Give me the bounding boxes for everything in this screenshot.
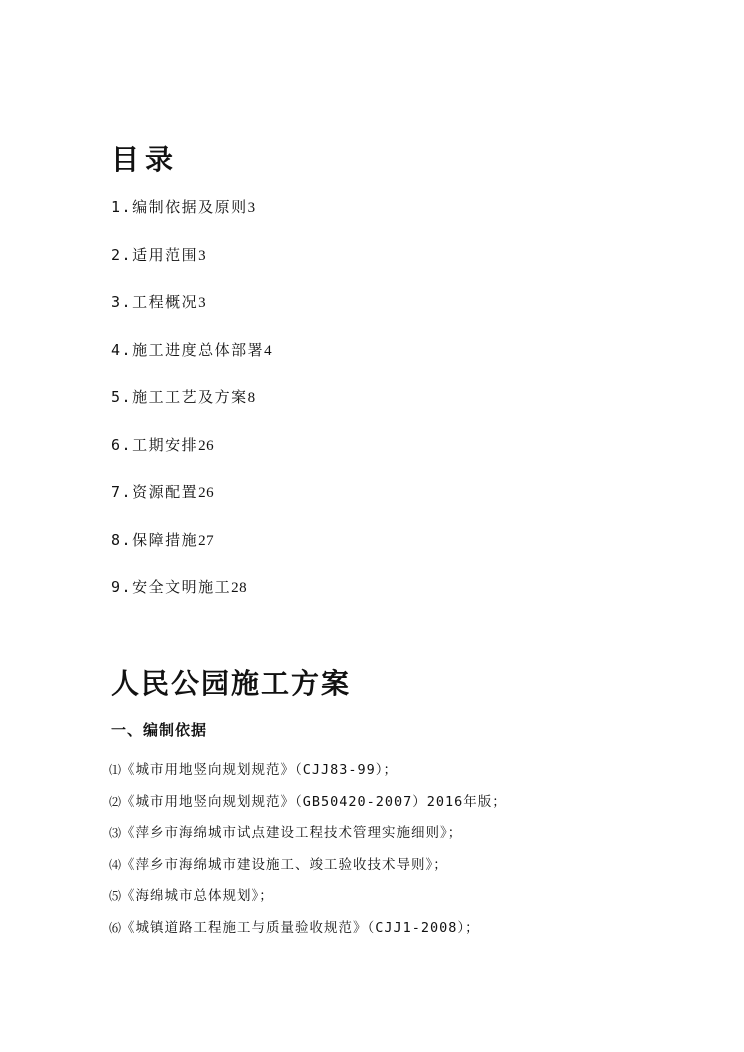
basis-list xyxy=(109,760,507,949)
section-heading: 一、编制依据 xyxy=(111,721,208,739)
basis-item-index: ⑶ xyxy=(109,826,122,840)
toc-title: 目录 xyxy=(111,143,180,176)
toc-item[interactable] xyxy=(111,434,272,482)
basis-item xyxy=(109,760,507,792)
toc-item-number: 6. xyxy=(111,435,133,454)
toc-item-label: 工程概况 xyxy=(132,293,199,311)
basis-item xyxy=(109,823,507,855)
toc-item-label: 安全文明施工 xyxy=(132,578,232,596)
toc-item-label: 施工工艺及方案 xyxy=(132,388,248,406)
toc-item[interactable] xyxy=(111,291,272,339)
basis-item-text: 《城市用地竖向规划规范》（CJJ83-99）； xyxy=(121,762,399,778)
toc-item-number: 4. xyxy=(111,340,133,359)
basis-item xyxy=(109,792,507,824)
toc-item-number: 9. xyxy=(111,578,133,596)
basis-item-text: 《海绵城市总体规划》； xyxy=(121,888,274,904)
toc-item[interactable] xyxy=(111,386,272,434)
toc-item-label: 施工进度总体部署 xyxy=(132,340,265,359)
basis-item xyxy=(109,918,507,950)
toc-item-number: 5. xyxy=(111,388,133,406)
toc-item-page: 3 xyxy=(247,200,256,216)
toc-item-page: 8 xyxy=(247,390,256,406)
basis-item-text: 《城市用地竖向规划规范》（GB50420-2007）2016年版； xyxy=(121,793,507,810)
basis-item-index: ⑸ xyxy=(109,889,122,903)
toc-item-number: 2. xyxy=(111,245,133,264)
toc-item-page: 27 xyxy=(198,532,215,549)
basis-item-index: ⑷ xyxy=(109,857,122,872)
toc-item-page: 4 xyxy=(264,342,273,359)
toc-item[interactable] xyxy=(111,339,272,387)
toc-item[interactable] xyxy=(111,576,272,624)
toc-item-label: 资源配置 xyxy=(132,483,199,501)
basis-item-index: ⑴ xyxy=(109,763,122,777)
toc-list xyxy=(111,196,272,624)
document-title: 人民公园施工方案 xyxy=(111,667,352,700)
toc-item-page: 3 xyxy=(198,295,207,311)
basis-item-text: 《萍乡市海绵城市试点建设工程技术管理实施细则》； xyxy=(121,825,463,841)
toc-item[interactable] xyxy=(111,481,272,529)
basis-item xyxy=(109,886,507,918)
basis-item xyxy=(109,855,507,887)
toc-item-page: 28 xyxy=(231,580,248,596)
toc-item-label: 保障措施 xyxy=(132,530,199,549)
toc-item-number: 1. xyxy=(111,198,133,216)
basis-item-index: ⑵ xyxy=(109,794,122,809)
toc-item[interactable] xyxy=(111,529,272,577)
basis-item-text: 《萍乡市海绵城市建设施工、竣工验收技术导则》； xyxy=(121,856,448,873)
toc-item-page: 26 xyxy=(198,485,215,501)
toc-item[interactable] xyxy=(111,244,272,292)
toc-item-number: 3. xyxy=(111,293,133,311)
toc-item-label: 工期安排 xyxy=(132,435,199,454)
basis-item-index: ⑹ xyxy=(109,920,122,935)
basis-item-text: 《城镇道路工程施工与质量验收规范》（CJJ1-2008）； xyxy=(121,919,480,936)
toc-item-label: 编制依据及原则 xyxy=(132,198,248,216)
toc-item-label: 适用范围 xyxy=(132,245,199,264)
toc-item-page: 3 xyxy=(198,247,207,264)
toc-item[interactable] xyxy=(111,196,272,244)
toc-item-number: 7. xyxy=(111,483,133,501)
toc-item-page: 26 xyxy=(198,437,215,454)
toc-item-number: 8. xyxy=(111,530,133,549)
